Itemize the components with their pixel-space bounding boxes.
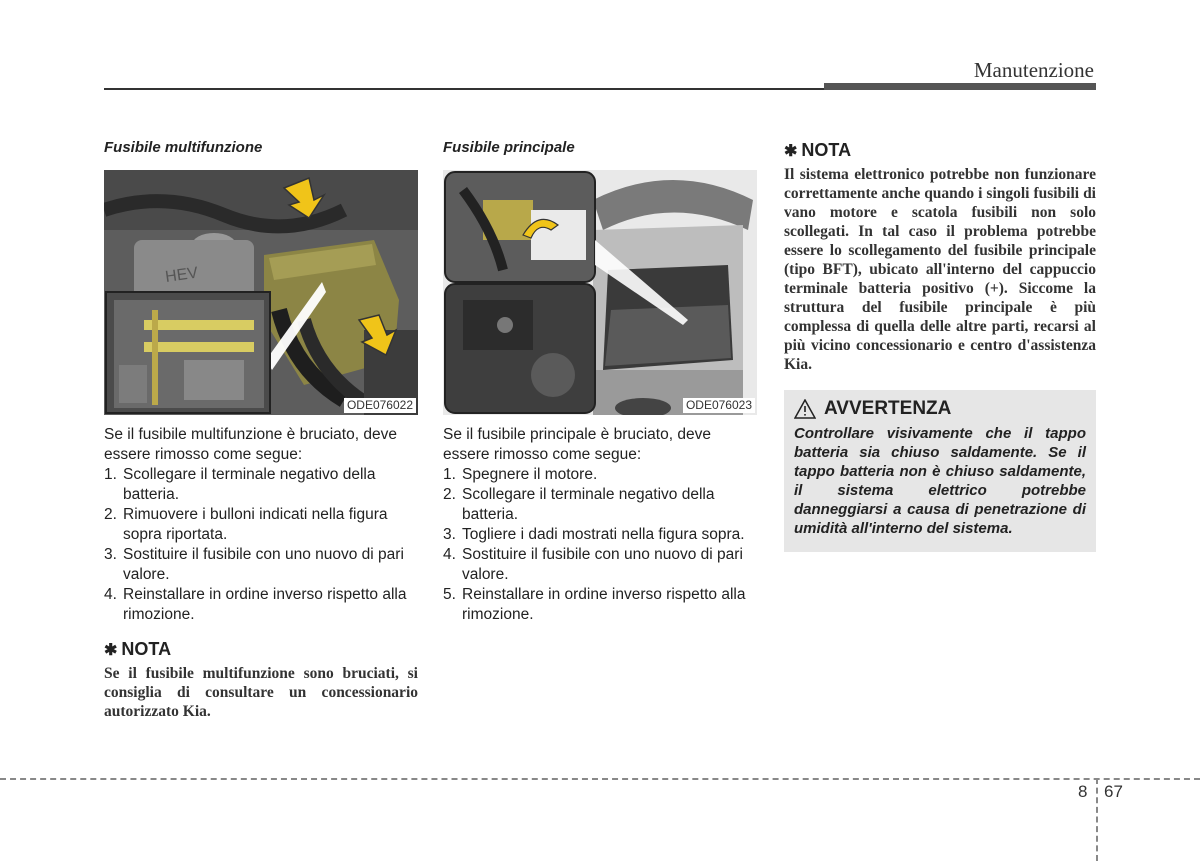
asterisk-icon: ✱ (104, 642, 118, 659)
list-item: 4. Sostituire il fusibile con uno nuovo di pari valore. (443, 546, 743, 583)
hev-cap-text: HEV (164, 264, 200, 286)
header-rule (104, 88, 824, 90)
nota-text: Il sistema elettronico potrebbe non funzionare correttamente anche quando i singoli fusibili di vano motore e scatola fusibili non solo scollegati. In tal caso il problema potrebbe essere lo scollegamento del fusibile principale (tipo BFT), ubicato all'interno del cappuccio terminale batteria positivo (+). Siccome la struttura del fusibile principale è più complessa di quella delle altre parti, recarsi al più vicino concessionario e centro d'assistenza Kia. (784, 166, 1096, 373)
column-main-fuse (443, 138, 757, 625)
chapter-number: 8 (1078, 782, 1088, 801)
column-multifunction-fuse (104, 138, 418, 721)
list-item: 1. Spegnere il motore. (443, 466, 598, 483)
footer-vertical-divider (1096, 778, 1098, 861)
nota-text: Se il fusibile multifunzione sono bruciati, si consiglia di consultare un concessionario autorizzato Kia. (104, 665, 418, 720)
engine-bay-illustration (104, 170, 418, 415)
warning-heading: AVVERTENZA (794, 398, 1086, 420)
nota-heading: ✱ NOTA (784, 140, 852, 160)
image-code-label: ODE076022 (344, 398, 416, 413)
trunk-illustration (443, 170, 757, 415)
steps-list (443, 465, 757, 625)
nota-heading: ✱ NOTA (104, 639, 172, 659)
list-item: 1. Scollegare il terminale negativo della batteria. (104, 466, 376, 503)
section-heading: Fusibile multifunzione (104, 139, 263, 156)
header-rule-accent (824, 83, 1096, 90)
section-heading: Fusibile principale (443, 139, 575, 156)
list-item: 3. Sostituire il fusibile con uno nuovo di pari valore. (104, 546, 404, 583)
asterisk-icon: ✱ (784, 143, 798, 160)
list-item: 5. Reinstallare in ordine inverso rispetto alla rimozione. (443, 586, 746, 623)
page-number: 67 (1104, 782, 1123, 801)
warning-text: Controllare visivamente che il tappo batteria sia chiuso saldamente. Se il tappo batteria non è chiuso saldamente, il sistema elettrico potrebbe danneggiarsi a causa di penetrazione di umidità all'interno del sistema. (794, 425, 1086, 537)
steps-list (104, 465, 418, 625)
trunk-photo (443, 170, 757, 415)
warning-box (784, 390, 1096, 552)
intro-text: Se il fusibile principale è bruciato, deve essere rimosso come segue: (443, 426, 711, 463)
image-code-label: ODE076023 (683, 398, 755, 413)
warning-triangle-icon (794, 399, 816, 419)
list-item: 2. Rimuovere i bulloni indicati nella figura sopra riportata. (104, 506, 388, 543)
page-header-title: Manutenzione (973, 58, 1094, 82)
engine-bay-photo (104, 170, 418, 415)
list-item: 4. Reinstallare in ordine inverso rispetto alla rimozione. (104, 586, 407, 623)
list-item: 2. Scollegare il terminale negativo della batteria. (443, 486, 715, 523)
column-notes (784, 138, 1096, 552)
list-item: 3. Togliere i dadi mostrati nella figura sopra. (443, 526, 745, 543)
footer-divider (0, 778, 1200, 780)
intro-text: Se il fusibile multifunzione è bruciato, deve essere rimosso come segue: (104, 426, 397, 463)
